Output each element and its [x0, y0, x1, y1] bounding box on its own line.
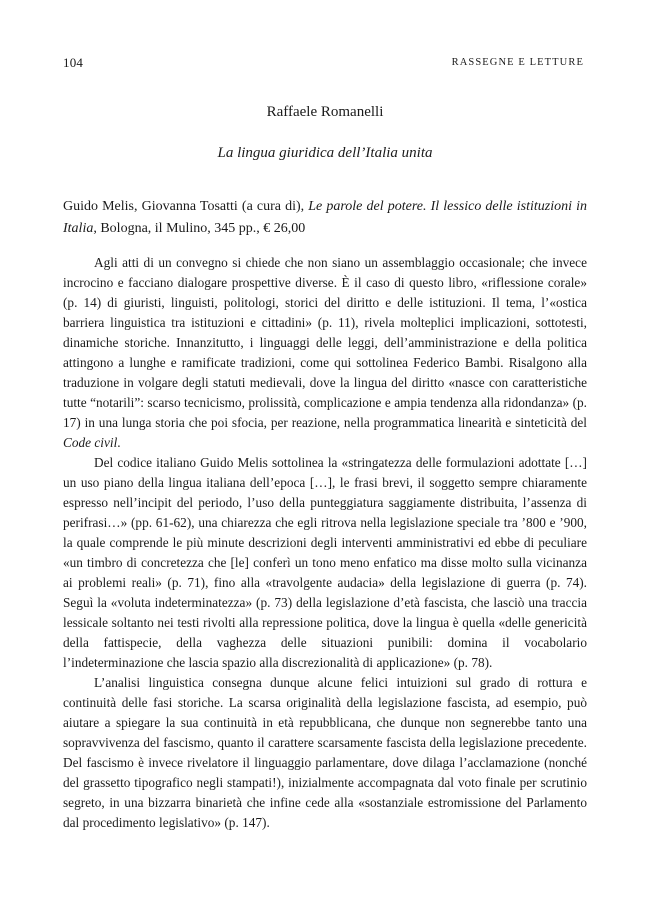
paragraph: Del codice italiano Guido Melis sottolinea la «stringatezza delle formulazioni adottate […] un uso piano della lingua italiana dell’epoca […], le frasi brevi, il soggetto sempre chiaramente espresso nell’incipit del periodo, l’uso della punteggiatura saggiamente distribuita, l’assenza di perifrasi…» (pp. 61-62), una chiarezza che egli ritrova nella legislazione speciale tra ’800 e ’900, la quale comprende le più minute descrizioni degli interventi amministrativi ed ebbe di peculiare «un timbro di concretezza che [le] conferì un tono meno enfatico ma disse molto sulla vicinanza ai problemi reali» (p. 71), fino alla «travolgente audacia» della legislazione di guerra (p. 74). Seguì la «voluta indeterminatezza» (p. 73) della legislazione d’età fascista, che lasciò una traccia lessicale soltanto nei testi rivolti alla repressione politica, dove la lingua è quella «delle genericità della fattispecie, della vaghezza delle situazioni punibili: domina il vocabolario l’indeterminazione che lascia spazio alla discrezionalità di applicazione» (p. 78). [63, 455, 587, 670]
paragraph-text: Agli atti di un convegno si chiede che non siano un assemblaggio occasionale; che invece incrocino e facciano dialogare prospettive diverse. È il caso di questo libro, «riflessione corale» (p. 14) di giuristi, linguisti, politologi, storici del diritto e delle istituzioni. Il tema, l’«ostica barriera linguistica tra istituzioni e cittadini» (p. 11), rivela molteplici implicazioni, sottotesti, dinamiche storiche. Innanzitutto, i linguaggi delle leggi, dell’amministrazione e della politica attingono a lunghe e ramificate tradizioni, come qui sottolinea Federico Bambi. Risalgono alla traduzione in volgare degli statuti medievali, dove la lingua del diritto «nasce con caratteristiche tutte “notarili”: scarso tecnicismo, prolissità, complicazione e ampia tendenza alla ridondanza» (p. 17) in una lunga storia che poi sfocia, per reazione, nella programmatica linearità e sinteticità del [63, 255, 587, 430]
paragraph [63, 253, 587, 453]
paragraph: L’analisi linguistica consegna dunque alcune felici intuizioni sul grado di rottura e continuità delle fasi storiche. La scarsa originalità della legislazione fascista, ad esempio, può aiutare a spiegare la sua continuità in età repubblicana, che dunque non segnerebbe tanto una sopravvivenza del fascismo, quanto il carattere scarsamente fascista della legislazione precedente. Del fascismo è invece rivelatore il linguaggio parlamentare, dove dilaga l’acclamazione (nonché del grassetto tipografico negli stampati!), inizialmente accompagnata dal voto finale per scrutinio segreto, in una bizzarra binarietà che infine cede alla «sostanziale estromissione del Parlamento dal procedimento legislativo» (p. 147). [63, 675, 587, 830]
article-title: La lingua giuridica dell’Italia unita [217, 145, 433, 161]
code-civil-title: Code civil [63, 435, 118, 450]
paragraph-end: . [117, 435, 121, 450]
citation-publication: , Bologna, il Mulino, 345 pp., € 26,00 [93, 221, 306, 236]
article-author: Raffaele Romanelli [266, 104, 384, 120]
citation-authors: Guido Melis, Giovanna Tosatti (a cura di), [63, 199, 309, 214]
book-citation [63, 196, 587, 240]
running-head: RASSEGNE E LETTURE [451, 57, 584, 68]
page-number: 104 [63, 55, 84, 70]
citation-book-title: Le parole del potere. Il lessico delle istituzioni in Italia [63, 199, 587, 236]
article-body [63, 253, 587, 833]
